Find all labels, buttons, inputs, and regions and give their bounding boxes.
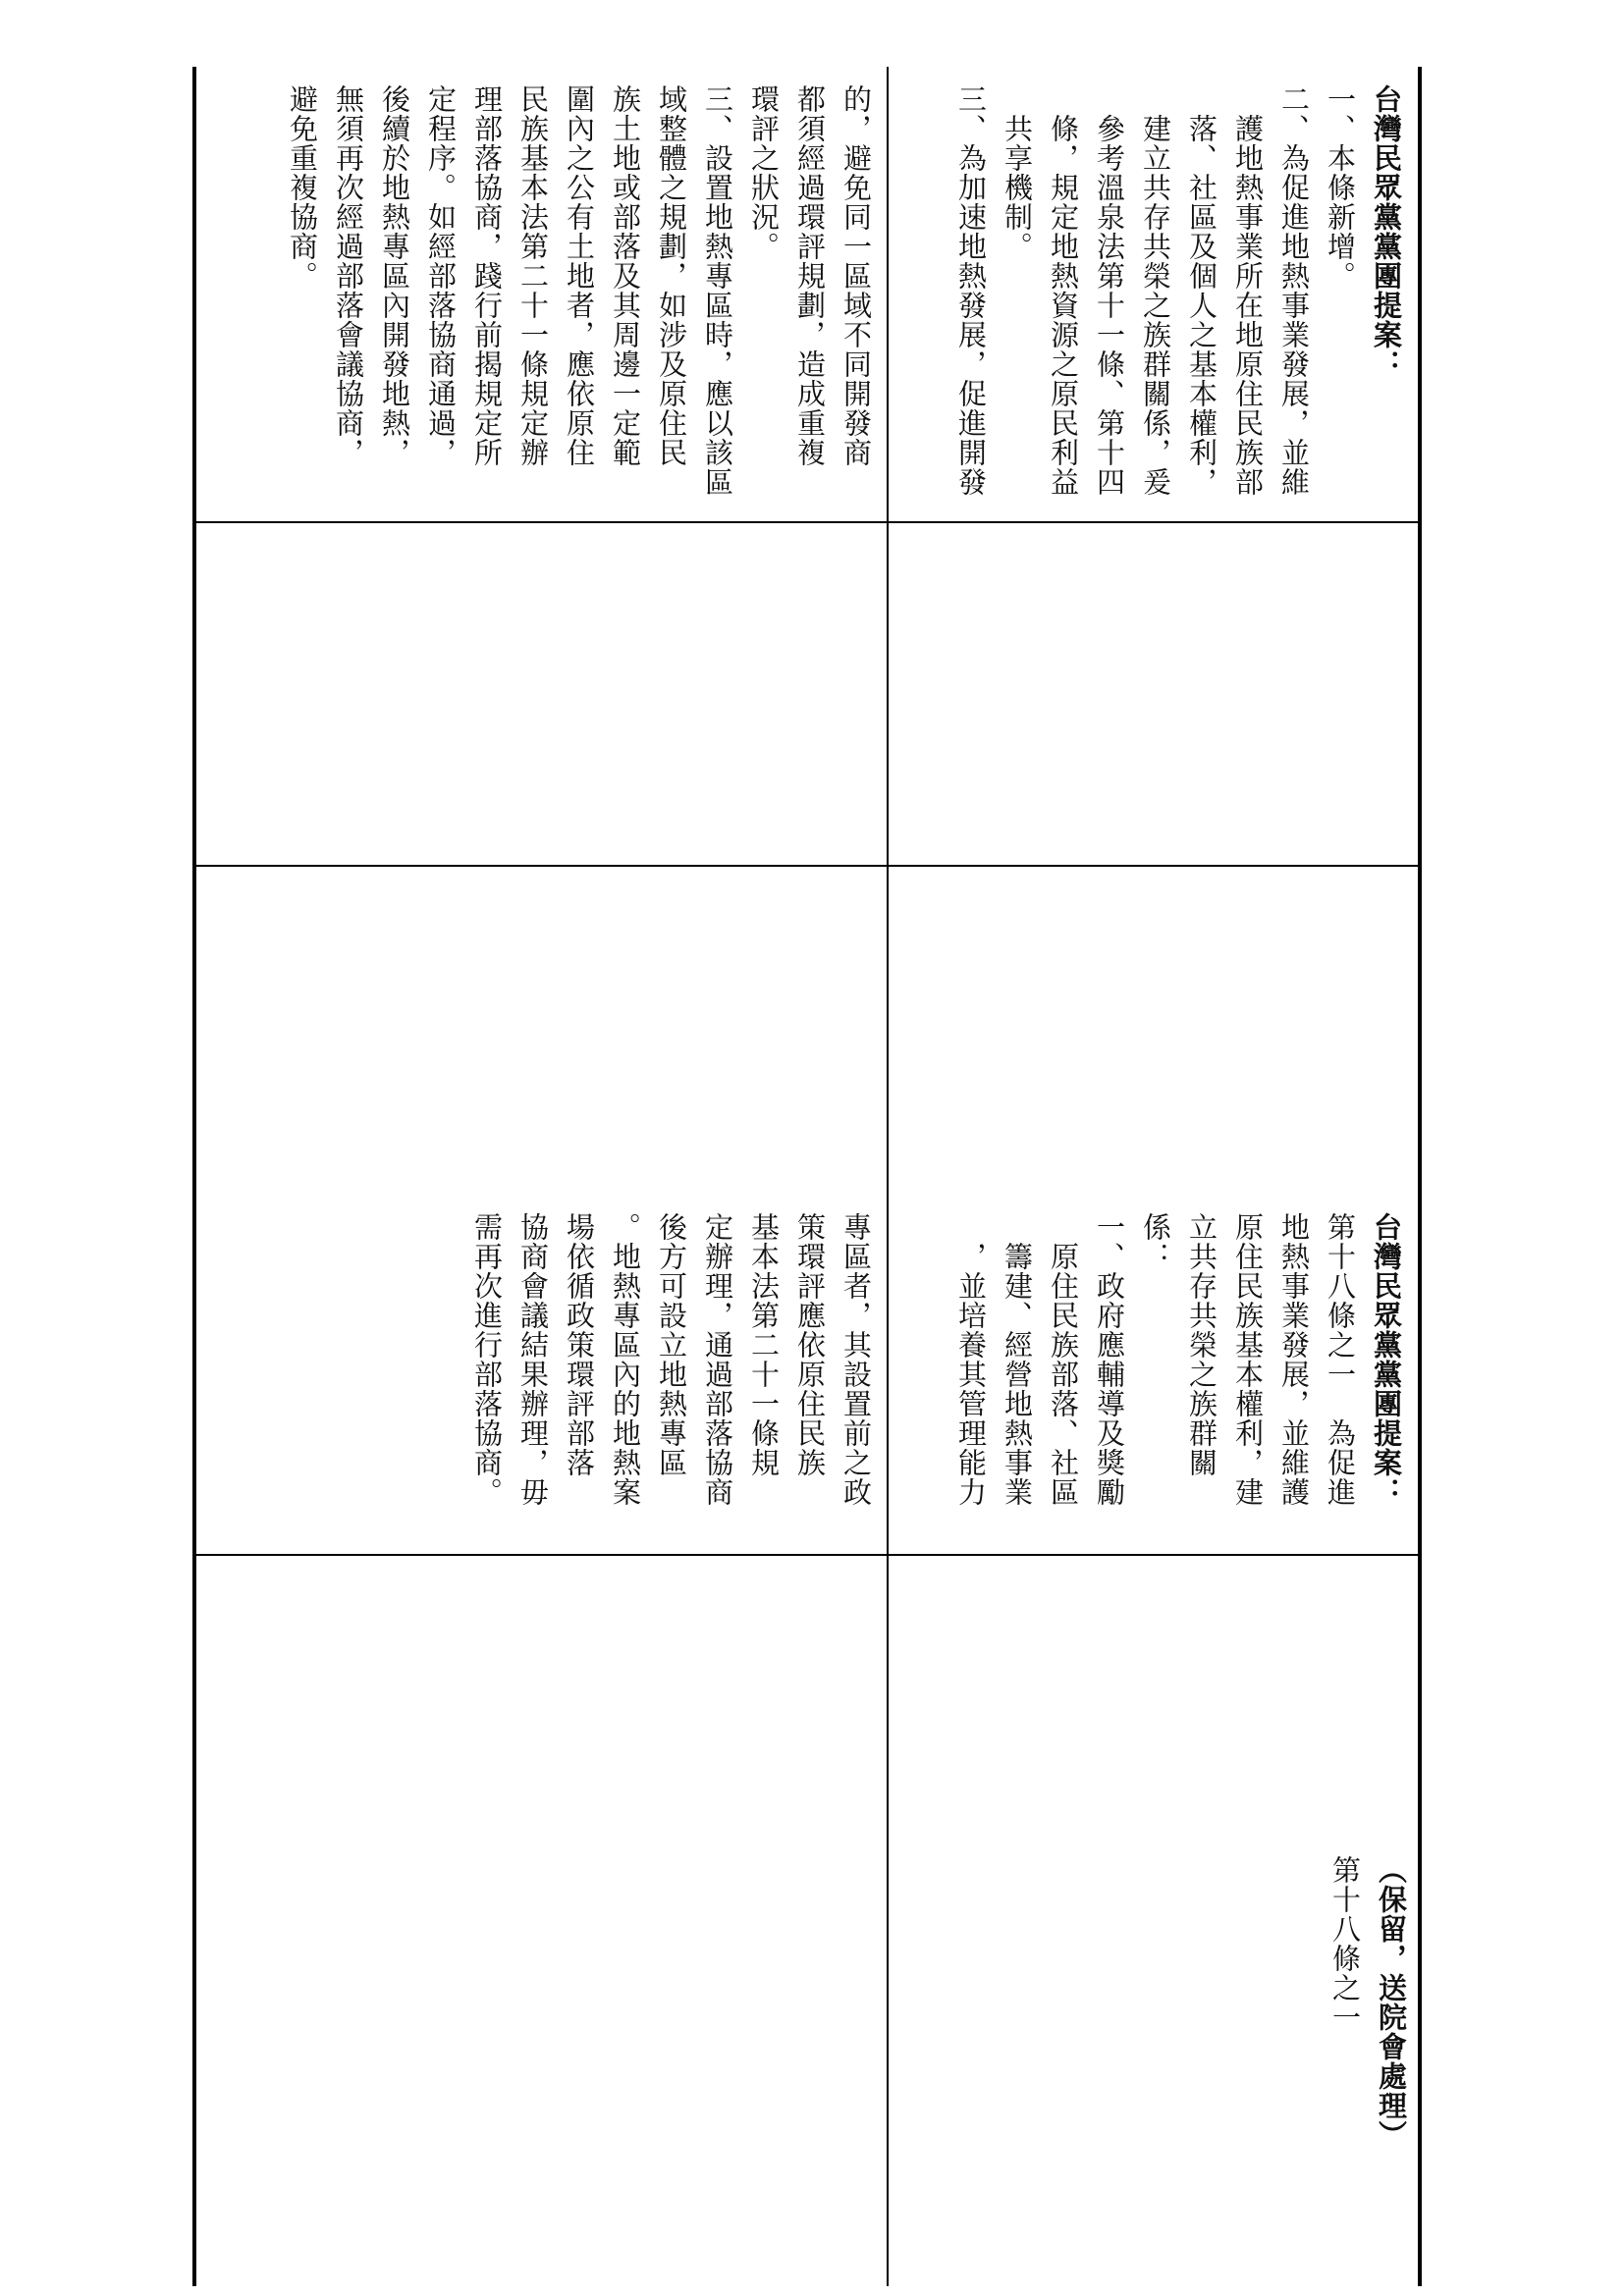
text-line: 避免重複協商。 xyxy=(286,84,319,291)
row2-proposal-cell xyxy=(943,1212,1409,1546)
text-line: 族土地或部落及其周邊一定範 xyxy=(609,84,642,467)
text-line: ，並培養其管理能力 xyxy=(954,1212,988,1507)
text-line: 。地熱專區內的地熱案 xyxy=(609,1212,642,1507)
proposal-heading: 台灣民眾黨黨團提案： xyxy=(1370,1212,1403,1507)
text-line: 域整體之規劃，如涉及原住民 xyxy=(655,84,688,467)
column-divider-3 xyxy=(194,1554,1418,1556)
row1-proposal-cell xyxy=(412,1212,879,1546)
text-line: 建立共存共榮之族群關係，爰 xyxy=(1139,84,1172,497)
article-number: 第十八條之一 xyxy=(1328,1855,1362,2032)
text-line: 地熱事業發展，並維護 xyxy=(1277,1212,1311,1507)
text-line: 原住民族部落、社區 xyxy=(1047,1212,1080,1507)
row2-article-cell xyxy=(1316,1855,1414,2268)
article-heading: （保留，送院會處理） xyxy=(1375,1855,1408,2150)
text-line: 的，避免同一區域不同開發商 xyxy=(839,84,873,467)
text-line: 二、為促進地熱事業發展，並維 xyxy=(1277,84,1311,497)
text-line: 籌建、經營地熱事業 xyxy=(1001,1212,1034,1507)
text-line: 三、設置地熱專區時，應以該區 xyxy=(701,84,734,497)
text-line: 無須再次經過部落會議協商， xyxy=(332,84,365,467)
text-line: 圍內之公有土地者，應依原住 xyxy=(563,84,596,467)
text-line: 一、政府應輔導及獎勵 xyxy=(1093,1212,1126,1507)
text-line: 參考溫泉法第十一條、第十四 xyxy=(1093,84,1126,497)
text-line: 定辦理，通過部落協商 xyxy=(701,1212,734,1507)
text-line: 原住民族基本權利，建 xyxy=(1231,1212,1265,1507)
explanation-heading: 台灣民眾黨黨團提案： xyxy=(1370,84,1403,379)
table-border-right xyxy=(1418,67,1422,2286)
text-line: 專區者，其設置前之政 xyxy=(839,1212,873,1507)
text-line: 都須經過環評規劃，造成重複 xyxy=(793,84,827,467)
text-line: 基本法第二十一條規 xyxy=(747,1212,781,1477)
text-line: 第十八條之一 為促進 xyxy=(1324,1212,1357,1507)
row1-explanation-cell xyxy=(201,84,879,516)
text-line: 落、社區及個人之基本權利， xyxy=(1185,84,1218,497)
row-divider xyxy=(887,67,889,2286)
text-line: 理部落協商，踐行前揭規定所 xyxy=(470,84,504,467)
text-line: 協商會議結果辦理，毋 xyxy=(516,1212,550,1507)
column-divider-1 xyxy=(194,521,1418,523)
text-line: 護地熱事業所在地原住民族部 xyxy=(1231,84,1265,497)
text-line: 定程序。如經部落協商通過， xyxy=(424,84,458,467)
text-line: 民族基本法第二十一條規定辦 xyxy=(516,84,550,467)
row2-explanation-cell xyxy=(943,84,1409,516)
text-line: 三、為加速地熱發展，促進開發 xyxy=(954,84,988,497)
text-line: 需再次進行部落協商。 xyxy=(470,1212,504,1507)
text-line: 係： xyxy=(1139,1212,1172,1271)
text-line: 立共存共榮之族群關 xyxy=(1185,1212,1218,1477)
column-divider-2 xyxy=(194,865,1418,867)
text-line: 一、本條新增。 xyxy=(1324,84,1357,291)
text-line: 環評之狀況。 xyxy=(747,84,781,261)
text-line: 後方可設立地熱專區 xyxy=(655,1212,688,1477)
text-line: 策環評應依原住民族 xyxy=(793,1212,827,1477)
text-line: 共享機制。 xyxy=(1001,84,1034,261)
text-line: 場依循政策環評部落 xyxy=(563,1212,596,1477)
text-line: 後續於地熱專區內開發地熱， xyxy=(378,84,411,467)
table-border-left xyxy=(192,67,196,2286)
text-line: 條，規定地熱資源之原民利益 xyxy=(1047,84,1080,497)
